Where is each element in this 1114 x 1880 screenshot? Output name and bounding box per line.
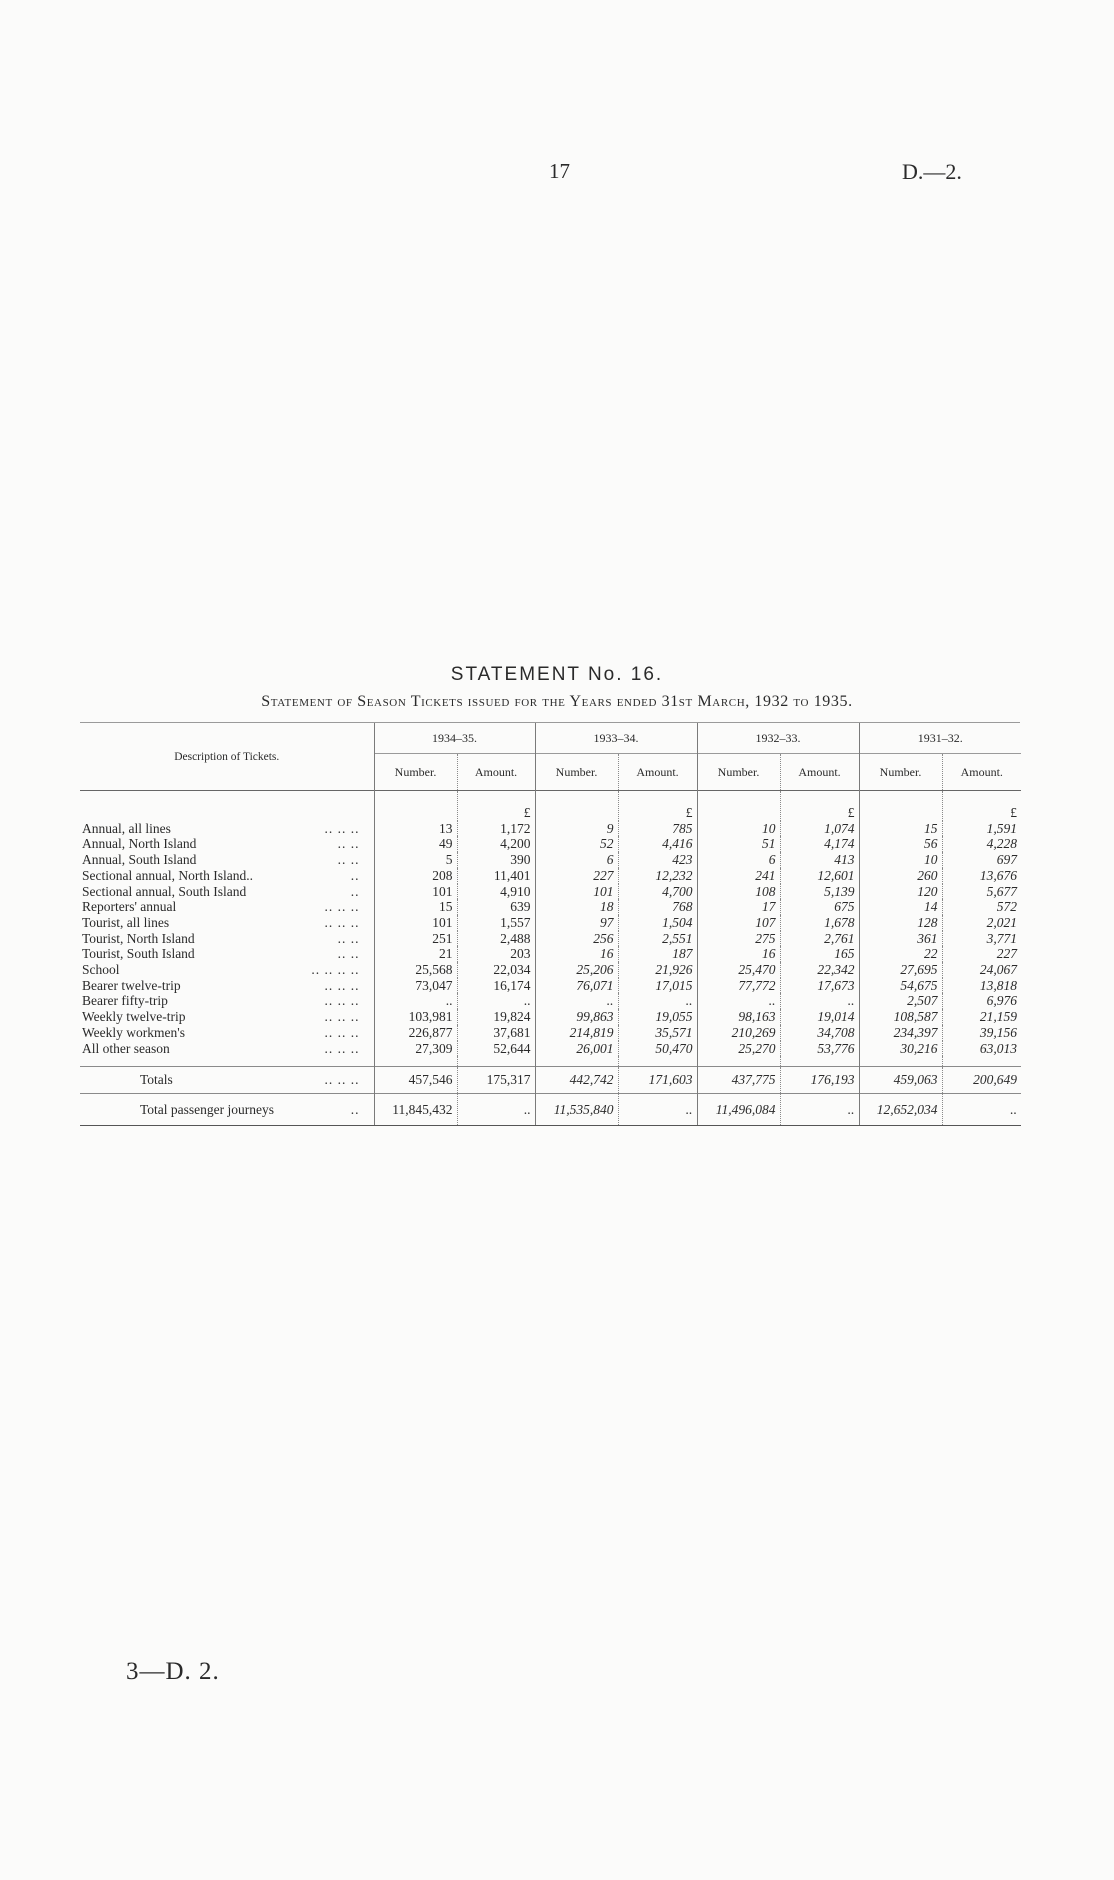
row-label: Bearer fifty-trip: [82, 993, 168, 1009]
amount-cell: 13,676: [942, 868, 1021, 884]
number-cell: 21: [374, 946, 457, 962]
number-cell: 56: [859, 836, 942, 852]
statement-title: STATEMENT No. 16.: [450, 664, 664, 685]
number-cell: 108,587: [859, 1009, 942, 1025]
number-cell: 108: [697, 884, 780, 900]
amount-header: Amount.: [457, 754, 535, 791]
amount-cell: 165: [780, 946, 859, 962]
row-description: [80, 1094, 374, 1126]
amount-cell: 2,021: [942, 915, 1021, 931]
number-cell: 25,568: [374, 962, 457, 978]
amount-cell: 4,200: [457, 836, 535, 852]
amount-cell: 175,317: [457, 1067, 535, 1094]
table-row: [80, 1025, 1021, 1041]
number-cell: 208: [374, 868, 457, 884]
amount-cell: ..: [780, 1094, 859, 1126]
number-cell: 361: [859, 931, 942, 947]
row-label: Sectional annual, South Island: [82, 883, 247, 899]
amount-cell: 13,818: [942, 978, 1021, 994]
amount-cell: 4,910: [457, 884, 535, 900]
amount-cell: 768: [618, 899, 697, 915]
row-description: [80, 1025, 374, 1041]
amount-cell: 17,673: [780, 978, 859, 994]
row-description: [80, 931, 374, 947]
row-label: Reporters' annual: [82, 899, 177, 915]
row-label: All other season: [82, 1040, 170, 1056]
amount-cell: ..: [780, 993, 859, 1009]
totals-row: [80, 1067, 1021, 1094]
amount-cell: 227: [942, 946, 1021, 962]
number-cell: 101: [374, 915, 457, 931]
amount-cell: 171,603: [618, 1067, 697, 1094]
leader-dots: .. ..: [337, 930, 360, 946]
number-cell: 16: [697, 946, 780, 962]
year-header-1931-32: 1931–32.: [859, 723, 1021, 754]
table-row: [80, 821, 1021, 837]
number-cell: 30,216: [859, 1041, 942, 1057]
number-cell: 251: [374, 931, 457, 947]
leader-dots: .. .. ..: [324, 1040, 360, 1056]
row-description: [80, 978, 374, 994]
number-cell: 6: [535, 852, 618, 868]
number-cell: 13: [374, 821, 457, 837]
number-cell: 459,063: [859, 1067, 942, 1094]
row-description: [80, 946, 374, 962]
amount-cell: 19,824: [457, 1009, 535, 1025]
amount-cell: ..: [942, 1094, 1021, 1126]
amount-cell: 19,055: [618, 1009, 697, 1025]
amount-cell: 24,067: [942, 962, 1021, 978]
leader-dots: .. .. ..: [324, 1009, 360, 1025]
amount-cell: 21,926: [618, 962, 697, 978]
number-cell: 49: [374, 836, 457, 852]
amount-cell: 52,644: [457, 1041, 535, 1057]
amount-cell: 4,174: [780, 836, 859, 852]
table-row: [80, 852, 1021, 868]
amount-cell: 423: [618, 852, 697, 868]
leader-dots: .. ..: [337, 852, 360, 868]
number-cell: 99,863: [535, 1009, 618, 1025]
table-body: [80, 791, 1021, 1126]
number-cell: 437,775: [697, 1067, 780, 1094]
amount-cell: 639: [457, 899, 535, 915]
leader-dots: .. .. .. ..: [311, 962, 360, 978]
amount-cell: 1,074: [780, 821, 859, 837]
amount-cell: 19,014: [780, 1009, 859, 1025]
amount-cell: 203: [457, 946, 535, 962]
row-description: [80, 1067, 374, 1094]
currency-symbol: £: [942, 791, 1021, 821]
row-description: [80, 821, 374, 837]
number-cell: 214,819: [535, 1025, 618, 1041]
amount-cell: 12,232: [618, 868, 697, 884]
number-cell: 98,163: [697, 1009, 780, 1025]
number-cell: 9: [535, 821, 618, 837]
row-label: Totals: [140, 1072, 173, 1088]
amount-cell: 11,401: [457, 868, 535, 884]
number-header: Number.: [697, 754, 780, 791]
leader-dots: .. .. ..: [324, 820, 360, 836]
amount-header: Amount.: [618, 754, 697, 791]
amount-cell: 6,976: [942, 993, 1021, 1009]
number-cell: 6: [697, 852, 780, 868]
leader-dots: ..: [350, 883, 360, 899]
amount-cell: ..: [618, 1094, 697, 1126]
number-cell: 11,535,840: [535, 1094, 618, 1126]
table-row: [80, 946, 1021, 962]
leader-dots: .. ..: [337, 946, 360, 962]
amount-cell: 390: [457, 852, 535, 868]
number-cell: 27,309: [374, 1041, 457, 1057]
number-cell: 18: [535, 899, 618, 915]
table-row: [80, 899, 1021, 915]
number-cell: 241: [697, 868, 780, 884]
amount-cell: 1,591: [942, 821, 1021, 837]
amount-cell: 176,193: [780, 1067, 859, 1094]
number-cell: 101: [535, 884, 618, 900]
number-cell: 22: [859, 946, 942, 962]
number-cell: 227: [535, 868, 618, 884]
number-cell: 210,269: [697, 1025, 780, 1041]
amount-cell: 1,557: [457, 915, 535, 931]
number-cell: 73,047: [374, 978, 457, 994]
number-cell: 226,877: [374, 1025, 457, 1041]
season-tickets-table-container: [80, 722, 1020, 1126]
amount-cell: 187: [618, 946, 697, 962]
amount-cell: 21,159: [942, 1009, 1021, 1025]
number-cell: 26,001: [535, 1041, 618, 1057]
amount-cell: 572: [942, 899, 1021, 915]
row-label: School: [82, 962, 120, 978]
leader-dots: .. .. ..: [324, 977, 360, 993]
number-cell: 107: [697, 915, 780, 931]
amount-header: Amount.: [942, 754, 1021, 791]
number-cell: 103,981: [374, 1009, 457, 1025]
amount-cell: 5,139: [780, 884, 859, 900]
number-cell: 128: [859, 915, 942, 931]
number-cell: 51: [697, 836, 780, 852]
table-row: [80, 993, 1021, 1009]
number-header: Number.: [859, 754, 942, 791]
leader-dots: .. .. ..: [324, 914, 360, 930]
number-cell: 17: [697, 899, 780, 915]
number-cell: 234,397: [859, 1025, 942, 1041]
table-row: [80, 884, 1021, 900]
page-number: 17: [549, 159, 570, 183]
row-description: [80, 1009, 374, 1025]
row-label: Annual, North Island: [82, 836, 197, 852]
year-header-1933-34: 1933–34.: [535, 723, 697, 754]
table-row: [80, 1041, 1021, 1057]
number-cell: 2,507: [859, 993, 942, 1009]
number-cell: 14: [859, 899, 942, 915]
number-cell: 12,652,034: [859, 1094, 942, 1126]
leader-dots: ..: [350, 1102, 360, 1118]
amount-cell: ..: [457, 1094, 535, 1126]
number-cell: 25,270: [697, 1041, 780, 1057]
footer-reference: 3—D. 2.: [126, 1658, 220, 1685]
year-header-1932-33: 1932–33.: [697, 723, 859, 754]
number-cell: 275: [697, 931, 780, 947]
amount-cell: 1,504: [618, 915, 697, 931]
row-label: Tourist, South Island: [82, 946, 195, 962]
number-cell: 77,772: [697, 978, 780, 994]
table-row: [80, 962, 1021, 978]
number-cell: 442,742: [535, 1067, 618, 1094]
number-cell: 256: [535, 931, 618, 947]
number-cell: 76,071: [535, 978, 618, 994]
currency-symbol: £: [618, 791, 697, 821]
number-cell: 5: [374, 852, 457, 868]
number-header: Number.: [374, 754, 457, 791]
amount-cell: 4,228: [942, 836, 1021, 852]
amount-cell: 22,342: [780, 962, 859, 978]
amount-header: Amount.: [780, 754, 859, 791]
amount-cell: 22,034: [457, 962, 535, 978]
row-label: Weekly twelve-trip: [82, 1009, 186, 1025]
total-passenger-journeys-row: [80, 1094, 1021, 1126]
currency-symbol: £: [780, 791, 859, 821]
number-cell: 54,675: [859, 978, 942, 994]
row-label: Bearer twelve-trip: [82, 977, 181, 993]
number-cell: 260: [859, 868, 942, 884]
row-label: Tourist, North Island: [82, 930, 195, 946]
row-label: Annual, South Island: [82, 852, 197, 868]
amount-cell: 4,700: [618, 884, 697, 900]
amount-cell: 2,488: [457, 931, 535, 947]
amount-cell: 37,681: [457, 1025, 535, 1041]
amount-cell: ..: [618, 993, 697, 1009]
amount-cell: 2,761: [780, 931, 859, 947]
row-description: [80, 852, 374, 868]
number-cell: ..: [535, 993, 618, 1009]
number-cell: 120: [859, 884, 942, 900]
amount-cell: 35,571: [618, 1025, 697, 1041]
amount-cell: 675: [780, 899, 859, 915]
amount-cell: 63,013: [942, 1041, 1021, 1057]
amount-cell: 5,677: [942, 884, 1021, 900]
currency-row: [80, 791, 1021, 821]
table-row: [80, 931, 1021, 947]
description-column-header: Description of Tickets.: [174, 750, 280, 763]
amount-cell: 200,649: [942, 1067, 1021, 1094]
currency-symbol: £: [457, 791, 535, 821]
number-cell: 15: [859, 821, 942, 837]
amount-cell: 785: [618, 821, 697, 837]
leader-dots: .. .. ..: [324, 1072, 360, 1088]
number-cell: 27,695: [859, 962, 942, 978]
season-tickets-table: [80, 723, 1021, 1126]
row-description: [80, 868, 374, 884]
amount-cell: ..: [457, 993, 535, 1009]
amount-cell: 34,708: [780, 1025, 859, 1041]
number-cell: 10: [859, 852, 942, 868]
amount-cell: 3,771: [942, 931, 1021, 947]
amount-cell: 53,776: [780, 1041, 859, 1057]
number-cell: 101: [374, 884, 457, 900]
year-header-1934-35: 1934–35.: [374, 723, 535, 754]
amount-cell: 50,470: [618, 1041, 697, 1057]
leader-dots: .. .. ..: [324, 899, 360, 915]
row-label: Sectional annual, North Island..: [82, 867, 253, 883]
amount-cell: 1,172: [457, 821, 535, 837]
row-label: Weekly workmen's: [82, 1024, 185, 1040]
number-cell: 15: [374, 899, 457, 915]
row-description: [80, 1041, 374, 1057]
table-row: [80, 868, 1021, 884]
document-reference: D.—2.: [902, 159, 962, 184]
number-cell: ..: [697, 993, 780, 1009]
number-cell: 10: [697, 821, 780, 837]
table-row: [80, 1009, 1021, 1025]
row-description: [80, 899, 374, 915]
number-cell: 25,470: [697, 962, 780, 978]
table-row: [80, 915, 1021, 931]
number-cell: 11,845,432: [374, 1094, 457, 1126]
number-cell: ..: [374, 993, 457, 1009]
row-label: Annual, all lines: [82, 820, 171, 836]
table-row: [80, 836, 1021, 852]
amount-cell: 17,015: [618, 978, 697, 994]
row-description: [80, 915, 374, 931]
row-label: Tourist, all lines: [82, 914, 170, 930]
amount-cell: 697: [942, 852, 1021, 868]
row-description: [80, 962, 374, 978]
spacer-row: [80, 1056, 1021, 1067]
leader-dots: .. ..: [337, 836, 360, 852]
amount-cell: 413: [780, 852, 859, 868]
leader-dots: .. .. ..: [324, 993, 360, 1009]
row-description: [80, 884, 374, 900]
row-description: [80, 836, 374, 852]
amount-cell: 12,601: [780, 868, 859, 884]
amount-cell: 39,156: [942, 1025, 1021, 1041]
number-cell: 11,496,084: [697, 1094, 780, 1126]
leader-dots: .. .. ..: [324, 1024, 360, 1040]
number-header: Number.: [535, 754, 618, 791]
number-cell: 25,206: [535, 962, 618, 978]
table-row: [80, 978, 1021, 994]
number-cell: 16: [535, 946, 618, 962]
amount-cell: 4,416: [618, 836, 697, 852]
amount-cell: 16,174: [457, 978, 535, 994]
number-cell: 52: [535, 836, 618, 852]
row-label: Total passenger journeys: [140, 1102, 275, 1118]
amount-cell: 2,551: [618, 931, 697, 947]
number-cell: 457,546: [374, 1067, 457, 1094]
leader-dots: ..: [350, 867, 360, 883]
row-description: [80, 993, 374, 1009]
amount-cell: 1,678: [780, 915, 859, 931]
statement-subtitle: Statement of Season Tickets issued for the Years ended 31st March, 1932 to 1935.: [261, 693, 853, 710]
number-cell: 97: [535, 915, 618, 931]
